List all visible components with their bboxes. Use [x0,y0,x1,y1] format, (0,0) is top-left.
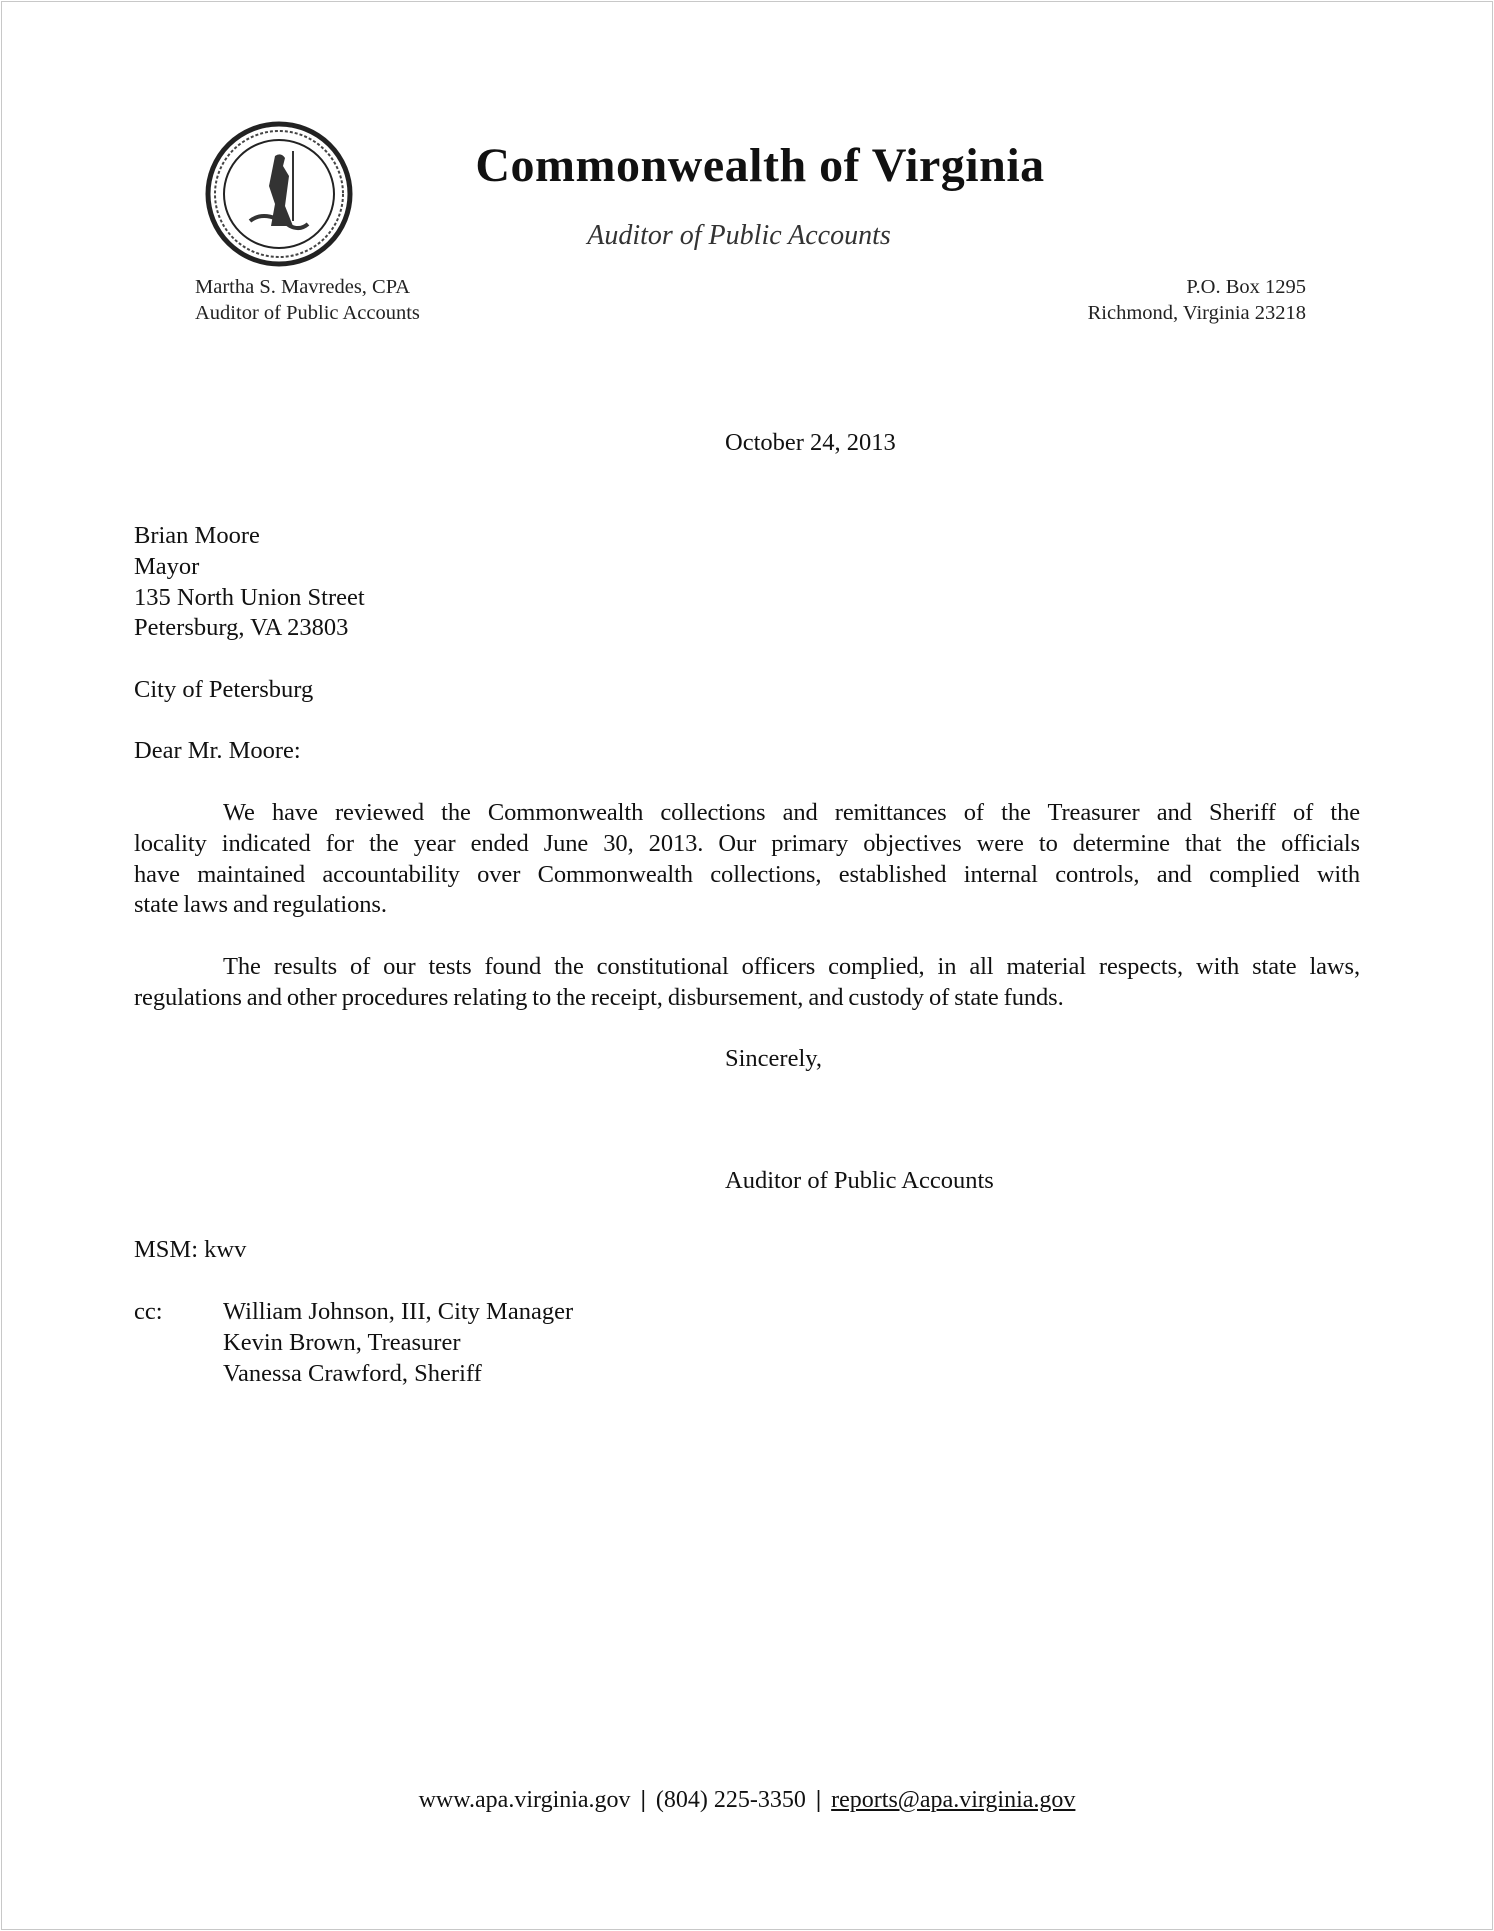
letterhead-subtitle: Auditor of Public Accounts [587,220,891,251]
salutation: Dear Mr. Moore: [134,737,301,764]
cc-list [223,1297,573,1389]
auditor-title: Auditor of Public Accounts [195,302,420,324]
auditor-name: Martha S. Mavredes, CPA [195,276,411,298]
cc-recipient: Vanessa Crawford, Sheriff [223,1359,482,1387]
signature-title: Auditor of Public Accounts [725,1167,994,1194]
cc-recipient: Kevin Brown, Treasurer [223,1328,461,1356]
locality: City of Petersburg [134,676,314,703]
paragraph-line: have maintained accountability over Commonwealth collections, established internal controls, and complied with [134,860,1360,888]
cc-label: cc: [134,1298,163,1325]
city-state-zip: Richmond, Virginia 23218 [1087,302,1306,324]
paragraph-line: We have reviewed the Commonwealth collections and remittances of the Treasurer and Sheriff of the [223,799,1360,826]
paragraph-line: The results of our tests found the constitutional officers complied, in all material respects, with state laws, [223,953,1360,980]
footer-website: www.apa.virginia.gov [418,1787,631,1813]
paragraph-2 [134,952,1360,1014]
paragraph-line: state laws and regulations. [134,891,387,919]
footer-separator: | [640,1787,646,1813]
recipient-address [134,521,365,644]
closing: Sincerely, [725,1045,823,1072]
recipient-name: Brian Moore [134,522,260,549]
letterhead-title: Commonwealth of Virginia [475,139,1045,192]
footer-contact [0,1785,1494,1815]
paragraph-1 [134,798,1360,921]
virginia-seal-logo [205,121,353,267]
recipient-street: 135 North Union Street [134,583,365,611]
footer-email-link[interactable]: reports@apa.virginia.gov [831,1787,1076,1813]
recipient-city: Petersburg, VA 23803 [134,614,349,642]
recipient-title: Mayor [134,552,200,580]
footer-phone: (804) 225-3350 [655,1787,806,1813]
cc-recipient: William Johnson, III, City Manager [223,1298,574,1325]
auditor-name-block [195,274,515,326]
footer-separator: | [815,1787,822,1813]
initials: MSM: kwv [134,1236,247,1263]
paragraph-line: locality indicated for the year ended June 30, 2013. Our primary objectives were to determine that the officials [134,829,1360,857]
po-box: P.O. Box 1295 [1186,276,1306,298]
letter-date: October 24, 2013 [725,429,896,456]
paragraph-line: regulations and other procedures relating to the receipt, disbursement, and custody of state funds. [134,983,1064,1011]
mailing-address-block [1000,274,1306,326]
